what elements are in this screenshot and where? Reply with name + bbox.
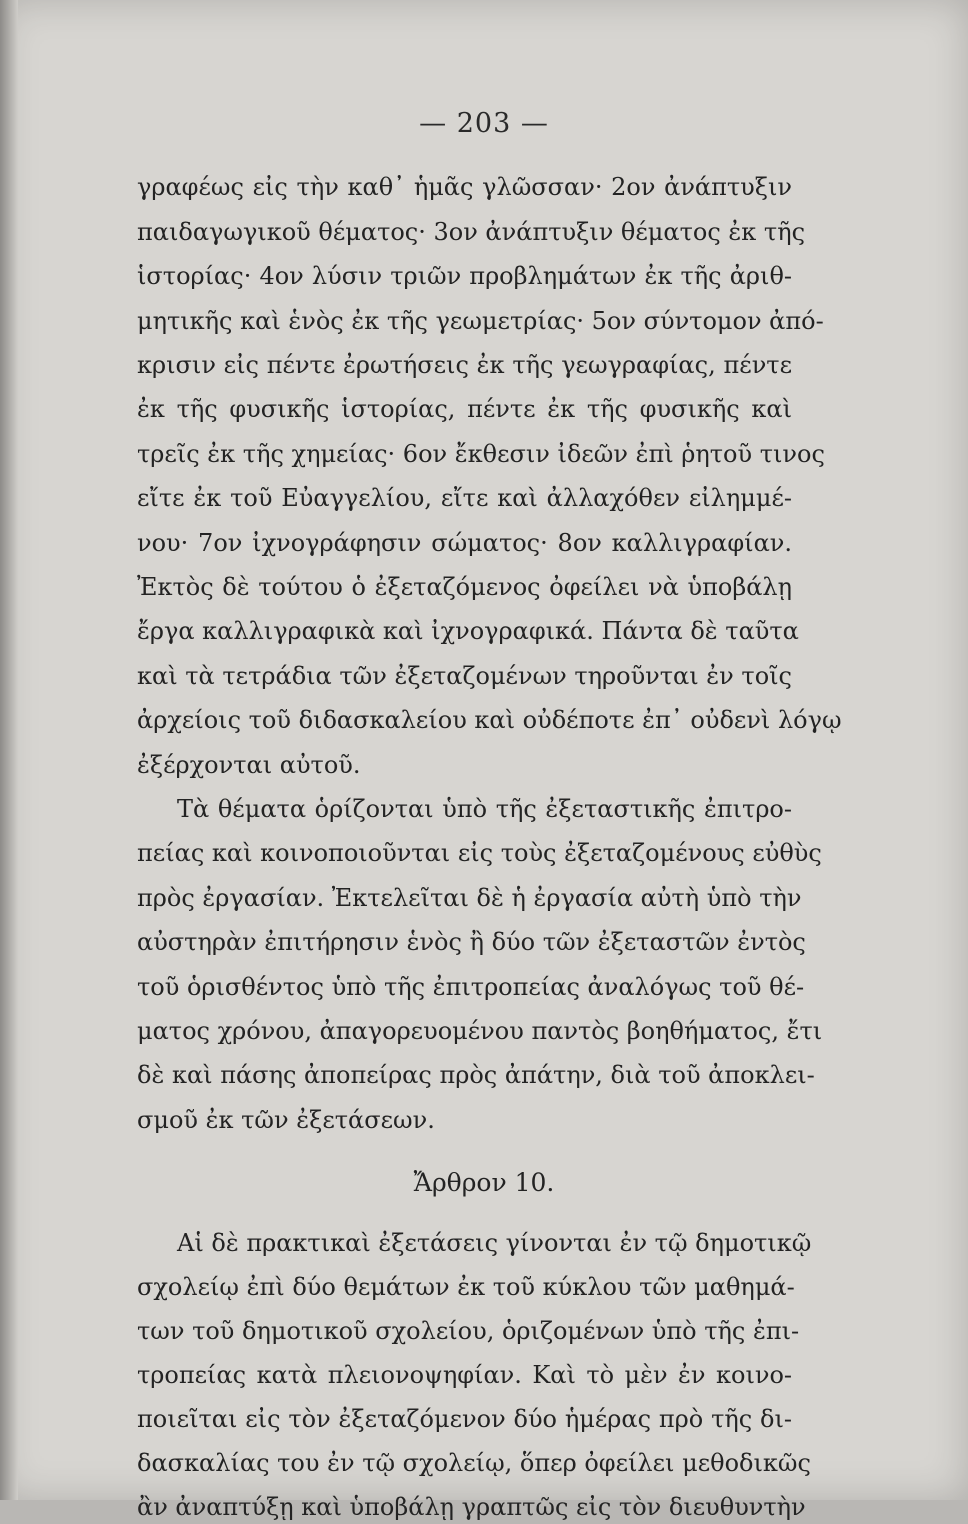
text-line: ἂν ἀναπτύξῃ καὶ ὑποβάλῃ γραπτῶς εἰς τὸν διευθυντὴν	[137, 1493, 806, 1521]
text-line: γραφέως εἰς τὴν καθ᾽ ἡμᾶς γλῶσσαν· 2ον ἀνάπτυξιν	[137, 173, 792, 201]
text-line: αὐστηρὰν ἐπιτήρησιν ἑνὸς ἢ δύο τῶν ἐξεταστῶν ἐντὸς	[137, 928, 806, 956]
text-line: ἀρχείοις τοῦ διδασκαλείου καὶ οὐδέποτε ἐπ᾽ οὐδενὶ λόγῳ	[137, 706, 842, 734]
text-line: παιδαγωγικοῦ θέματος· 3ον ἀνάπτυξιν θέματος ἐκ τῆς	[137, 218, 806, 246]
text-line: τοῦ ὁρισθέντος ὑπὸ τῆς ἐπιτροπείας ἀναλόγως τοῦ θέ-	[137, 973, 805, 1001]
text-line: κρισιν εἰς πέντε ἐρωτήσεις ἐκ τῆς γεωγραφίας, πέντε	[137, 351, 792, 379]
text-line: μητικῆς καὶ ἑνὸς ἐκ τῆς γεωμετρίας· 5ον σύντομον ἀπό-	[137, 307, 824, 335]
text-line: ἐξέρχονται αὐτοῦ.	[137, 751, 361, 779]
text-line: ἔργα καλλιγραφικὰ καὶ ἰχνογραφικά. Πάντα δὲ ταῦτα	[137, 617, 799, 645]
text-line: πείας καὶ κοινοποιοῦνται εἰς τοὺς ἐξεταζομένους εὐθὺς	[137, 839, 822, 867]
text-line: ἐκ τῆς φυσικῆς ἱστορίας, πέντε ἐκ τῆς φυσικῆς καὶ	[137, 395, 792, 423]
text-line: ματος χρόνου, ἀπαγορευομένου παντὸς βοηθήματος, ἔτι	[137, 1017, 823, 1045]
text-line: τρεῖς ἐκ τῆς χημείας· 6ον ἔκθεσιν ἰδεῶν ἐπὶ ῥητοῦ τινος	[137, 440, 825, 468]
text-line: δὲ καὶ πάσης ἀποπείρας πρὸς ἀπάτην, διὰ τοῦ ἀποκλει-	[137, 1061, 815, 1089]
text-line: των τοῦ δημοτικοῦ σχολείου, ὁριζομένων ὑπὸ τῆς ἐπι-	[137, 1317, 800, 1345]
text-line: καὶ τὰ τετράδια τῶν ἐξεταζομένων τηροῦνται ἐν τοῖς	[137, 662, 792, 690]
text-line: Ἐκτὸς δὲ τούτου ὁ ἐξεταζόμενος ὀφείλει νὰ ὑποβάλῃ	[137, 573, 792, 601]
page-number: — 203 —	[419, 108, 549, 139]
text-line: Αἱ δὲ πρακτικαὶ ἐξετάσεις γίνονται ἐν τῷ δημοτικῷ	[177, 1229, 812, 1257]
text-line: ποιεῖται εἰς τὸν ἐξεταζόμενον δύο ἡμέρας πρὸ τῆς δι-	[137, 1405, 792, 1433]
text-line: τροπείας κατὰ πλειονοψηφίαν. Καὶ τὸ μὲν ἐν κοινο-	[137, 1361, 792, 1389]
text-line: σχολείῳ ἐπὶ δύο θεμάτων ἐκ τοῦ κύκλου τῶν μαθημά-	[137, 1273, 795, 1301]
text-line: νου· 7ον ἰχνογράφησιν σώματος· 8ον καλλιγραφίαν.	[137, 529, 792, 557]
text-line: πρὸς ἐργασίαν. Ἐκτελεῖται δὲ ἡ ἐργασία αὐτὴ ὑπὸ τὴν	[137, 884, 802, 912]
text-line: δασκαλίας του ἐν τῷ σχολείῳ, ὅπερ ὀφείλει μεθοδικῶς	[137, 1449, 811, 1477]
text-line: Τὰ θέματα ὁρίζονται ὑπὸ τῆς ἐξεταστικῆς ἐπιτρο-	[177, 795, 792, 823]
text-line: σμοῦ ἐκ τῶν ἐξετάσεων.	[137, 1106, 435, 1134]
text-line: εἴτε ἐκ τοῦ Εὐαγγελίου, εἴτε καὶ ἀλλαχόθεν εἰλημμέ-	[137, 484, 792, 512]
article-heading: Ἄρθρον 10.	[413, 1168, 555, 1197]
text-line: ἱστορίας· 4ον λύσιν τριῶν προβλημάτων ἐκ τῆς ἀριθ-	[137, 262, 792, 290]
